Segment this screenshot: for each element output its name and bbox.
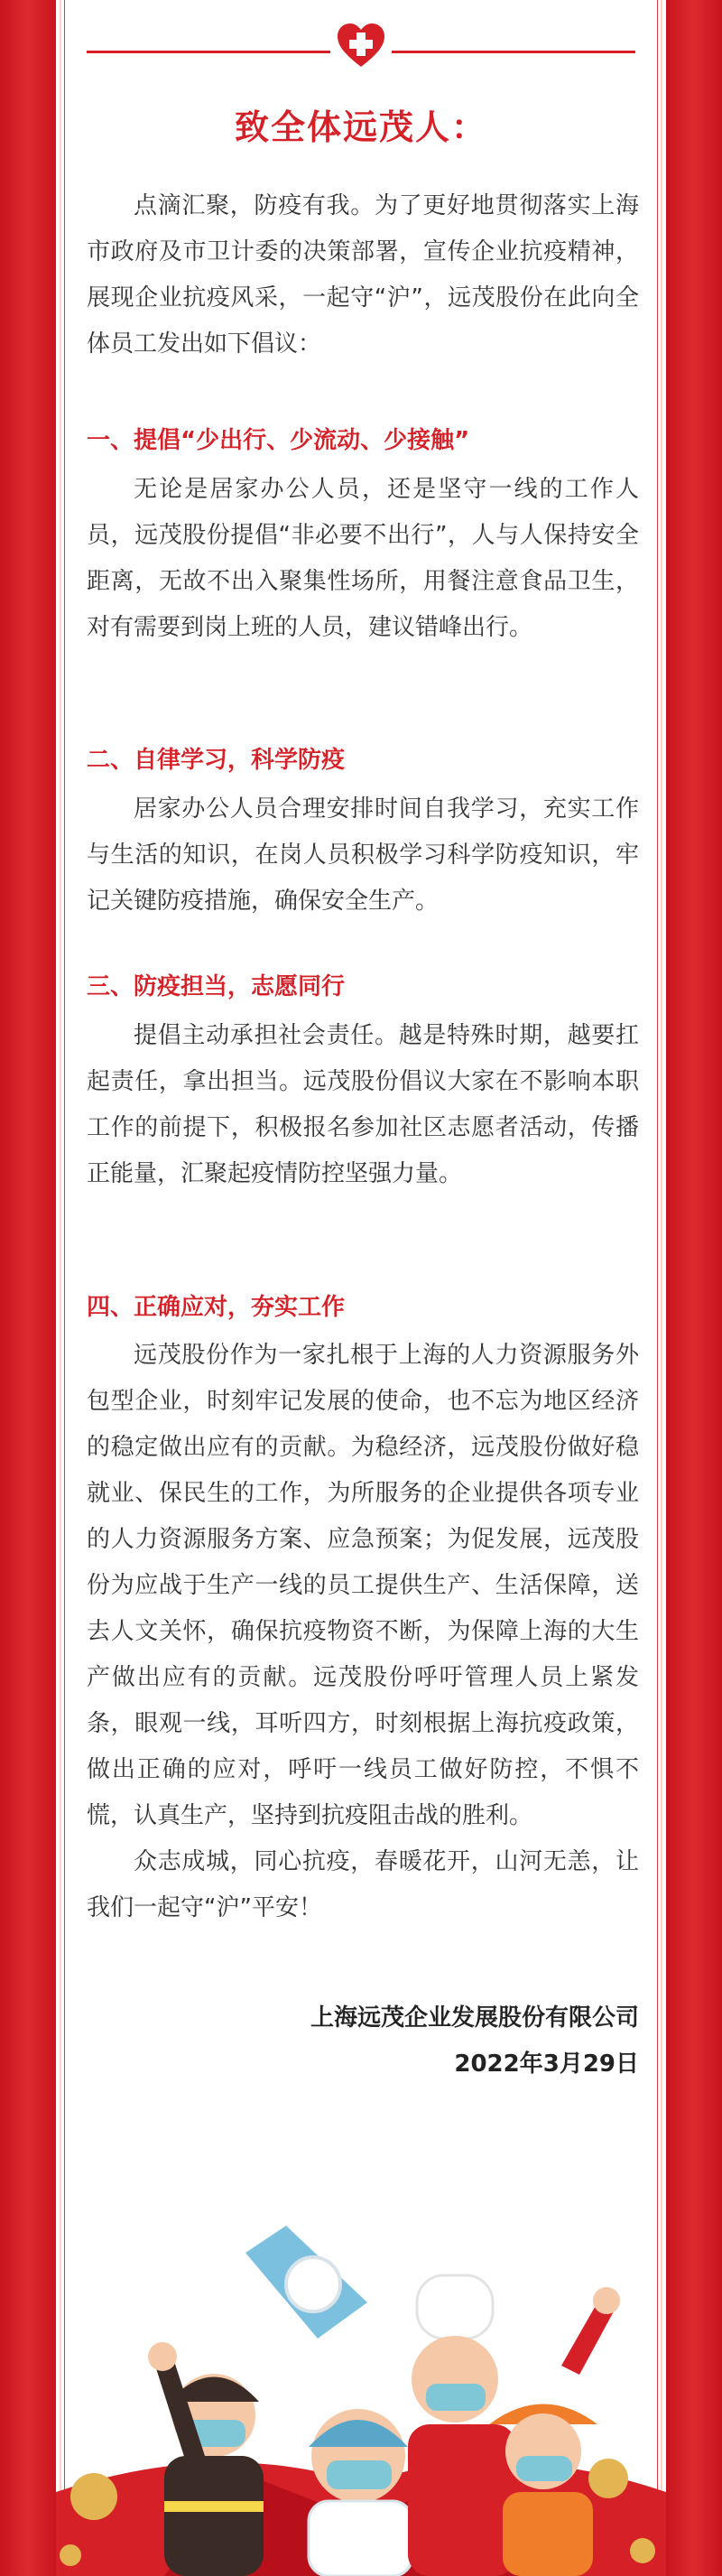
medical-workers-illustration [56, 2095, 666, 2576]
section-2-heading: 二、自律学习，科学防疫 [87, 747, 346, 774]
section-4-body [87, 1333, 639, 1931]
section-4-paragraph-2: 众志成城，同心抗疫，春暖花开，山河无恙，让我们一起守“沪”平安！ [87, 1848, 639, 1921]
signature-date: 2022年3月29日 [454, 2051, 639, 2078]
header-rule-left [87, 51, 330, 53]
section-2-body [87, 786, 639, 925]
section-3-body [87, 1013, 639, 1197]
right-frame-border [666, 0, 722, 2576]
section-4-heading: 四、正确应对，夯实工作 [87, 1294, 346, 1321]
section-3-heading: 三、防疫担当，志愿同行 [87, 973, 346, 1000]
section-3-paragraph: 提倡主动承担社会责任。越是特殊时期，越要扛起责任，拿出担当。远茂股份倡议大家在不影响本职工作的前提下，积极报名参加社区志愿者活动，传播正能量，汇聚起疫情防控坚强力量。 [87, 1022, 639, 1187]
heart-cross-icon [336, 22, 386, 69]
section-1-body [87, 467, 639, 651]
signature-company: 上海远茂企业发展股份有限公司 [310, 2004, 639, 2032]
section-4-paragraph-1: 远茂股份作为一家扎根于上海的人力资源服务外包型企业，时刻牢记发展的使命，也不忘为地区经济的稳定做出应有的贡献。为稳经济，远茂股份做好稳就业、保民生的工作，为所服务的企业提供各项专业的人力资源服务方案、应急预案；为促发展，远茂股份为应战于生产一线的员工提供生产、生活保障，送去人文关怀，确保抗疫物资不断，为保障上海的大生产做出应有的贡献。远茂股份呼吁管理人员上紧发条，眼观一线，耳听四方，时刻根据上海抗疫政策，做出正确的应对，呼吁一线员工做好防控，不惧不慌，认真生产，坚持到抗疫阻击战的胜利。 [87, 1342, 639, 1829]
intro-block [87, 183, 639, 367]
header-rule-right [392, 51, 635, 53]
section-1-paragraph: 无论是居家办公人员，还是坚守一线的工作人员，远茂股份提倡“非必要不出行”，人与人保持安全距离，无故不出入聚集性场所，用餐注意食品卫生，对有需要到岗上班的人员，建议错峰出行。 [87, 476, 639, 641]
section-1-heading: 一、提倡“少出行、少流动、少接触” [87, 427, 470, 454]
section-2-paragraph: 居家办公人员合理安排时间自我学习，充实工作与生活的知识，在岗人员积极学习科学防疫知识，牢记关键防疫措施，确保安全生产。 [87, 795, 639, 915]
left-frame-border [0, 0, 56, 2576]
letter-title: 致全体远茂人： [234, 107, 487, 147]
intro-paragraph: 点滴汇聚，防疫有我。为了更好地贯彻落实上海市政府及市卫计委的决策部署，宣传企业抗疫精神，展现企业抗疫风采，一起守“沪”，远茂股份在此向全体员工发出如下倡议： [87, 192, 639, 358]
